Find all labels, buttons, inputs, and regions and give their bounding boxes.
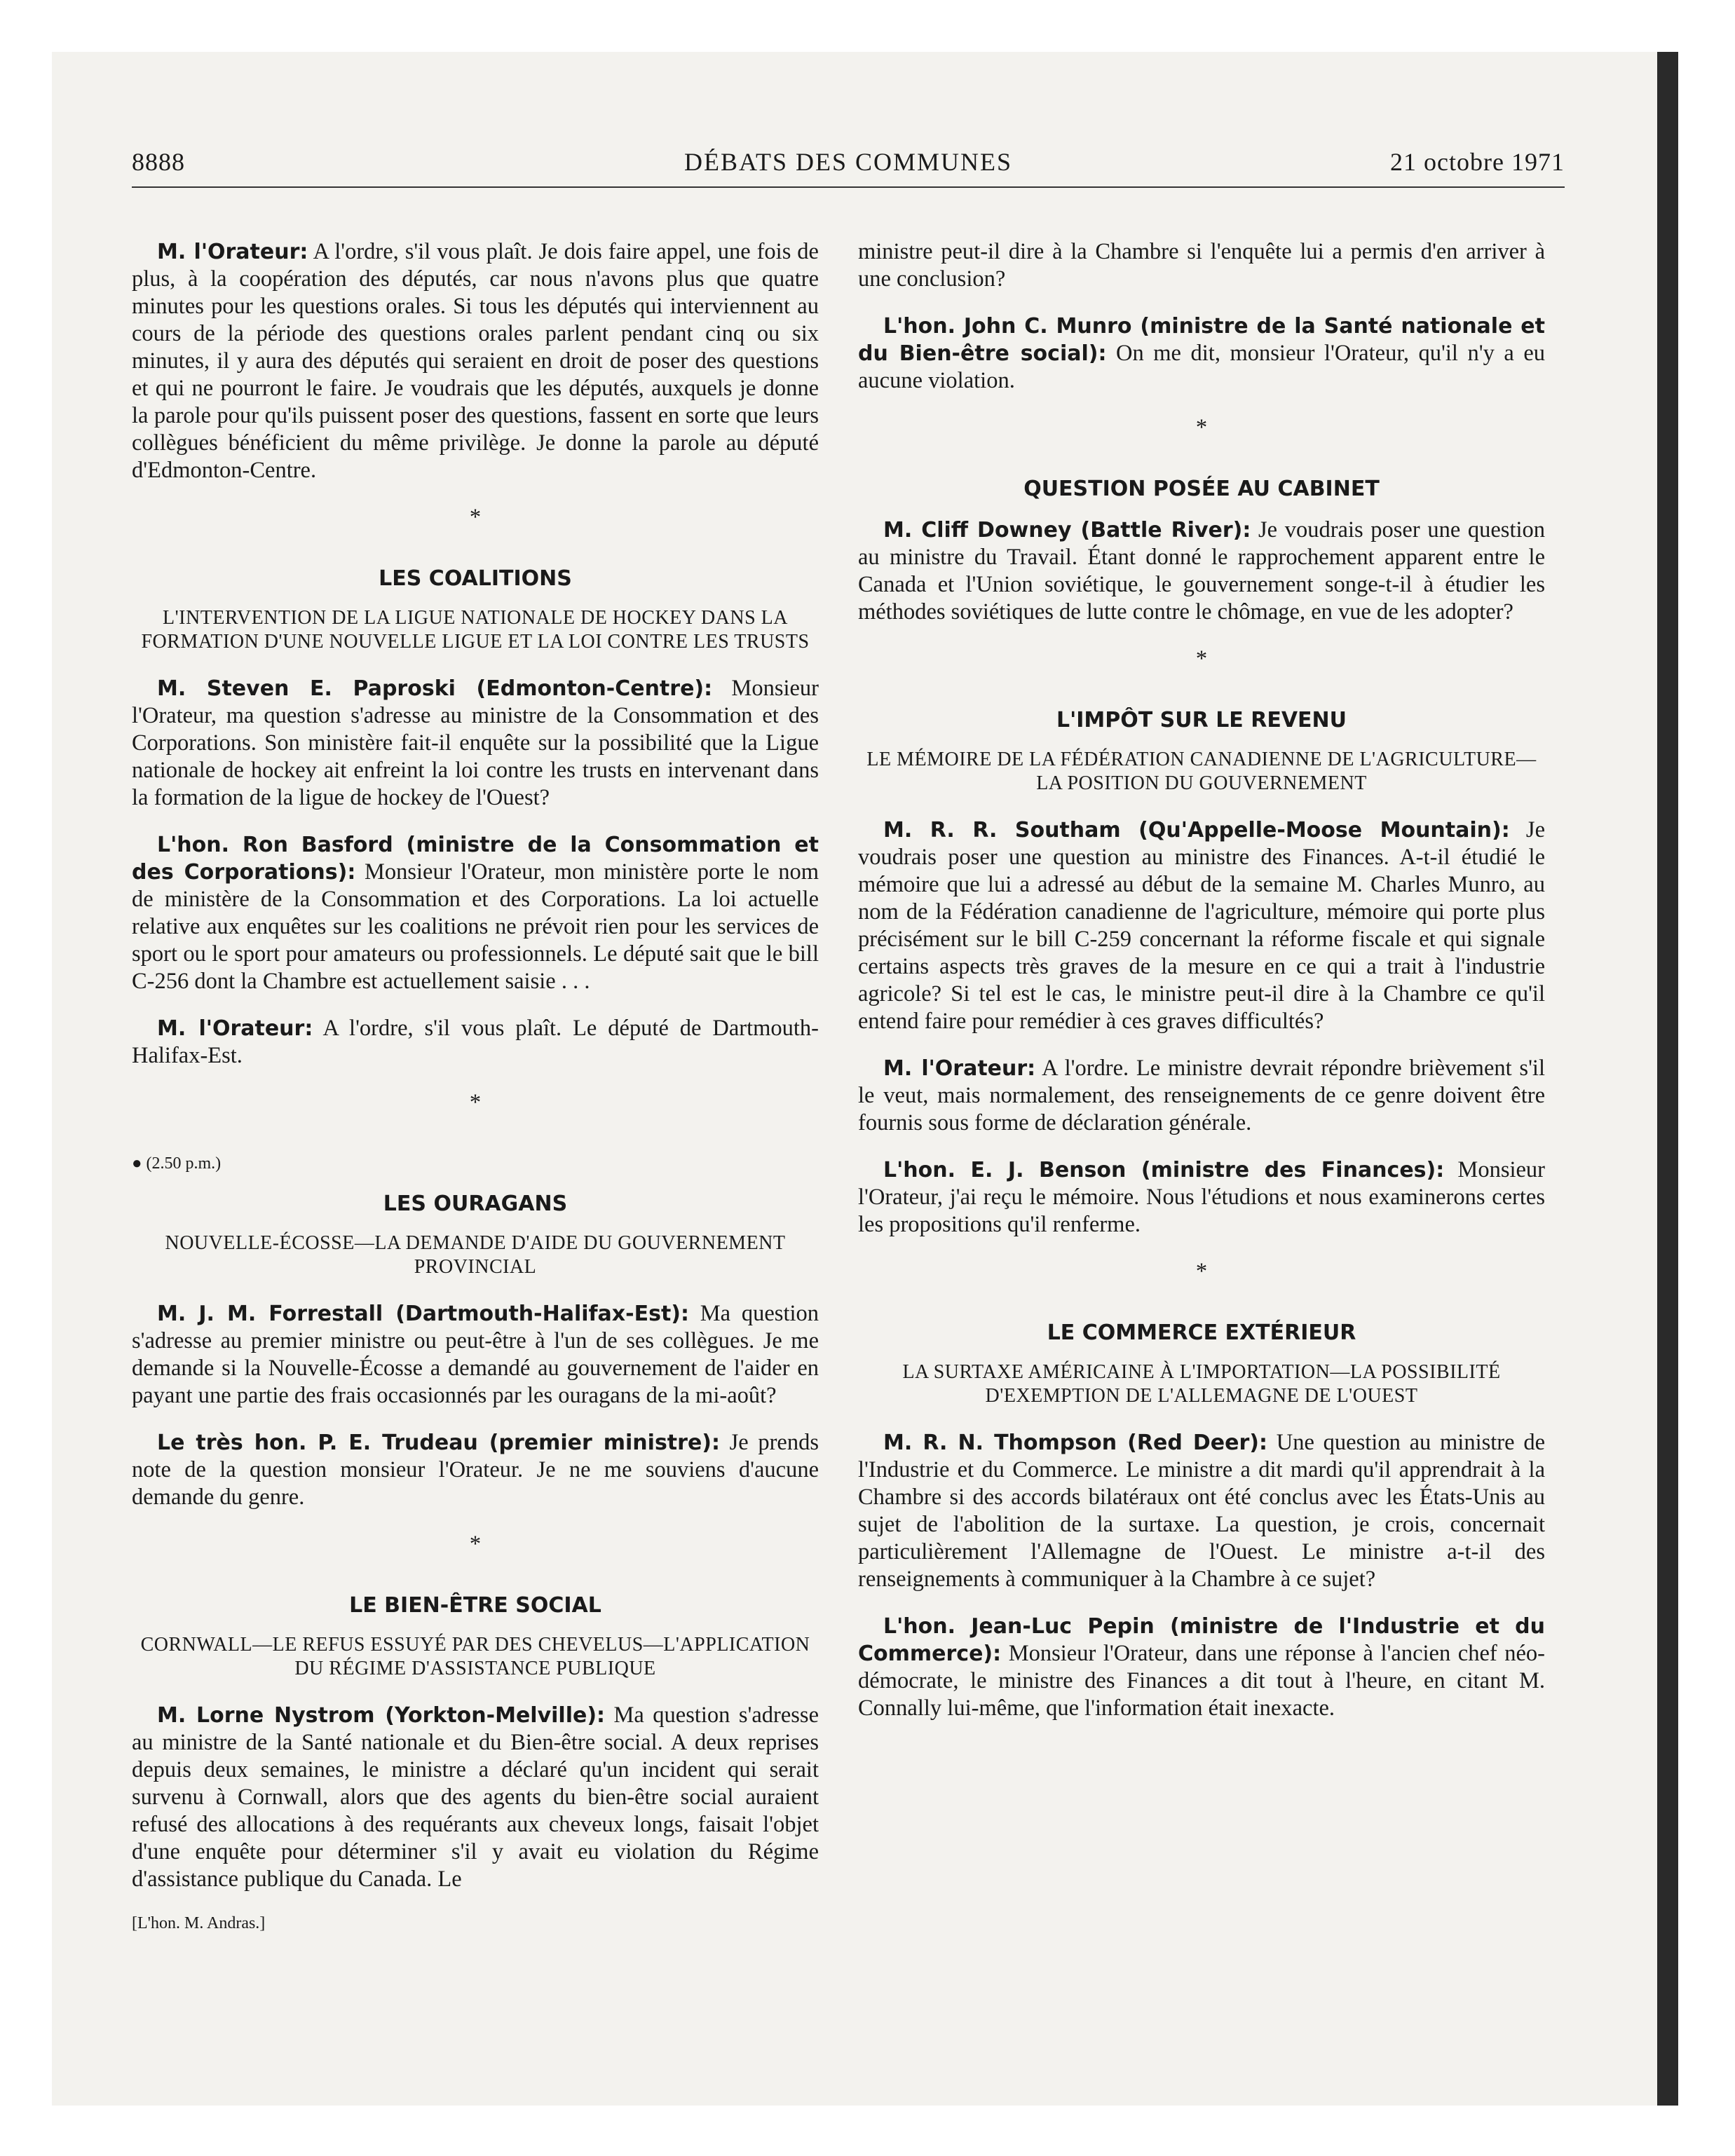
speech: Je prends note de la question monsieur l'Orateur. Je ne me souviens d'aucune demande du genre. [132, 1430, 819, 1510]
publication-title: DÉBATS DES COMMUNES [683, 148, 1013, 176]
speaker: M. l'Orateur: [883, 1056, 1036, 1081]
speaker: M. R. R. Southam (Qu'Appelle-Moose Mountain): [883, 818, 1510, 842]
left-column [132, 238, 819, 1937]
paragraph [132, 1300, 819, 1410]
paragraph [858, 517, 1545, 626]
section-title: QUESTION POSÉE AU CABINET [1023, 477, 1380, 501]
page-header [132, 147, 1565, 188]
paragraph [132, 1702, 819, 1893]
page-date: 21 octobre 1971 [1390, 148, 1565, 176]
speech: Monsieur l'Orateur, dans une réponse à l'ancien chef néo-démocrate, le ministre des Finances a dit tout à l'heure, en citant M. Connally lui-même, que l'information était inexacte. [858, 1641, 1546, 1721]
section-subtitle: CORNWALL—LE REFUS ESSUYÉ PAR DES CHEVELUS—L'APPLICATION DU RÉGIME D'ASSISTANCE PUBLIQUE [140, 1634, 810, 1679]
paragraph [858, 1429, 1545, 1593]
section-title: LE COMMERCE EXTÉRIEUR [1047, 1321, 1356, 1345]
paragraph [132, 831, 819, 995]
speaker: M. Steven E. Paproski (Edmonton-Centre): [157, 676, 713, 701]
section-title: LES OURAGANS [383, 1192, 568, 1216]
speech: Ma question s'adresse au ministre de la Santé nationale et du Bien-être social. A deux reprises depuis deux semaines, le ministre a déclaré qu'un incident qui serait survenu à Cornwall, alors que des agents du bien-être social auraient refusé des allocations à des requérants aux cheveux longs, faisait l'objet d'une enquête pour déterminer s'il y avait eu violation du Régime d'assistance publique du Canada. Le [132, 1703, 819, 1892]
right-column [858, 238, 1545, 1742]
paragraph [132, 238, 819, 484]
paragraph [858, 1157, 1545, 1239]
speaker: M. l'Orateur: [157, 240, 308, 264]
speech: Ma question s'adresse au premier ministre ou peut-être à l'un de ses collègues. Je me demande si la Nouvelle-Écosse a demandé au gouvernement de l'aider en payant une partie des frais occasionnés par les ouragans de la mi-août? [132, 1301, 819, 1408]
section-subtitle: L'INTERVENTION DE LA LIGUE NATIONALE DE HOCKEY DANS LA FORMATION D'UNE NOUVELLE LIGUE ET LA LOI CONTRE LES TRUSTS [141, 607, 810, 653]
speaker: L'hon. E. J. Benson (ministre des Finances): [883, 1158, 1445, 1182]
speaker: M. l'Orateur: [157, 1016, 313, 1041]
section-title: LE BIEN-ÊTRE SOCIAL [349, 1593, 601, 1618]
time-marker: ● (2.50 p.m.) [132, 1154, 222, 1173]
paragraph [858, 1613, 1545, 1722]
section-subtitle: NOUVELLE-ÉCOSSE—LA DEMANDE D'AIDE DU GOUVERNEMENT PROVINCIAL [165, 1232, 786, 1278]
section-separator: * [1195, 415, 1208, 440]
paragraph [858, 313, 1545, 395]
paragraph [132, 675, 819, 812]
speech: Monsieur l'Orateur, ma question s'adresse au ministre de la Consommation et des Corporations. Son ministère fait-il enquête sur la possibilité que la Ligue nationale de hockey ait enfreint la loi contre les trusts en intervenant dans la formation de la ligue de hockey de l'Ouest? [132, 676, 819, 810]
paragraph [858, 1055, 1545, 1137]
paragraph [132, 1015, 819, 1070]
speaker: M. Lorne Nystrom (Yorkton-Melville): [157, 1703, 606, 1728]
section-title: LES COALITIONS [379, 566, 572, 591]
section-subtitle: LE MÉMOIRE DE LA FÉDÉRATION CANADIENNE DE L'AGRICULTURE—LA POSITION DU GOUVERNEMENT [866, 749, 1537, 794]
section-separator: * [1195, 646, 1208, 671]
speaker: M. J. M. Forrestall (Dartmouth-Halifax-Est): [157, 1302, 690, 1326]
speaker: L'hon. John C. Munro (ministre de la Santé nationale et du Bien-être social): [858, 314, 1545, 366]
speaker: L'hon. Ron Basford (ministre de la Consommation et des Corporations): [132, 833, 819, 885]
paragraph [858, 817, 1545, 1035]
paragraph [858, 238, 1545, 293]
speech: A l'ordre, s'il vous plaît. Je dois faire appel, une fois de plus, à la coopération des députés, car nous n'avons plus que quatre minutes pour les questions orales. Si tous les députés qui interviennent au cours de la période des questions orales parlent pendant cinq ou six minutes, il y aura des députés qui seraient en droit de poser des questions et qui ne pourront le faire. Je voudrais que les députés, auxquels je donne la parole pour qu'ils puissent poser des questions, fassent en sorte que leurs collègues bénéficient du même privilège. Je donne la parole au député d'Edmonton-Centre. [132, 239, 819, 483]
speaker: M. R. N. Thompson (Red Deer): [883, 1431, 1267, 1455]
section-separator: * [469, 1531, 482, 1557]
speech: Monsieur l'Orateur, mon ministère porte le nom de ministère de la Consommation et des Corporations. La loi actuelle relative aux enquêtes sur les coalitions ne prévoit rien pour les services de sport ou le sport pour amateurs ou professionnels. Le député sait que le bill C-256 dont la Chambre est actuellement saisie . . . [132, 859, 819, 994]
speech: Je voudrais poser une question au ministre des Finances. A-t-il étudié le mémoire que lui a adressé au début de la semaine M. Charles Munro, au nom de la Fédération canadienne de l'agriculture, mémoire qui porte plus précisément sur le bill C-259 concernant la réforme fiscale et qui signale certains aspects très graves de la mesure en ce qui a trait à l'industrie agricole? Si tel est le cas, le ministre peut-il dire à la Chambre ce qu'il entend faire pour remédier à ces graves difficultés? [858, 817, 1545, 1034]
section-separator: * [469, 505, 482, 530]
speaker: L'hon. Jean-Luc Pepin (ministre de l'Industrie et du Commerce): [858, 1614, 1545, 1666]
speech: ministre peut-il dire à la Chambre si l'enquête lui a permis d'en arriver à une conclusion? [858, 239, 1545, 292]
section-separator: * [469, 1090, 482, 1115]
binding-edge [1657, 52, 1678, 2106]
section-separator: * [1195, 1259, 1208, 1284]
speech: Une question au ministre de l'Industrie et du Commerce. Le ministre a dit mardi qu'il apprendrait à la Chambre si des accords bilatéraux ont été conclus avec les États-Unis au sujet de l'abolition de la surtaxe. La question, je crois, concernait particulièrement l'Allemagne de l'Ouest. Le ministre a-t-il des renseignements à communiquer à la Chambre à ce sujet? [858, 1430, 1545, 1592]
paragraph [132, 1429, 819, 1511]
footnote: [L'hon. M. Andras.] [132, 1914, 266, 1932]
speech: Monsieur l'Orateur, j'ai reçu le mémoire. Nous l'étudions et nous examinerons certes les propositions qu'il renferme. [858, 1157, 1545, 1237]
section-title: L'IMPÔT SUR LE REVENU [1056, 708, 1347, 732]
speech: Je voudrais poser une question au ministre du Travail. Étant donné le rapprochement apparent entre le Canada et l'Union soviétique, le gouvernement songe-t-il à étudier les méthodes soviétiques de lutte contre le chômage, en vue de les adopter? [858, 517, 1546, 625]
speech: A l'ordre. Le ministre devrait répondre brièvement s'il le veut, mais normalement, des renseignements de ce genre doivent être fournis sous forme de déclaration générale. [858, 1056, 1545, 1135]
speaker: Le très hon. P. E. Trudeau (premier ministre): [157, 1431, 720, 1455]
speech: A l'ordre, s'il vous plaît. Le député de Dartmouth-Halifax-Est. [132, 1016, 819, 1068]
page-number: 8888 [132, 148, 185, 176]
section-subtitle: LA SURTAXE AMÉRICAINE À L'IMPORTATION—LA POSSIBILITÉ D'EXEMPTION DE L'ALLEMAGNE DE L'OUEST [902, 1361, 1501, 1407]
speech: On me dit, monsieur l'Orateur, qu'il n'y a eu aucune violation. [858, 341, 1546, 393]
speaker: M. Cliff Downey (Battle River): [883, 518, 1251, 543]
